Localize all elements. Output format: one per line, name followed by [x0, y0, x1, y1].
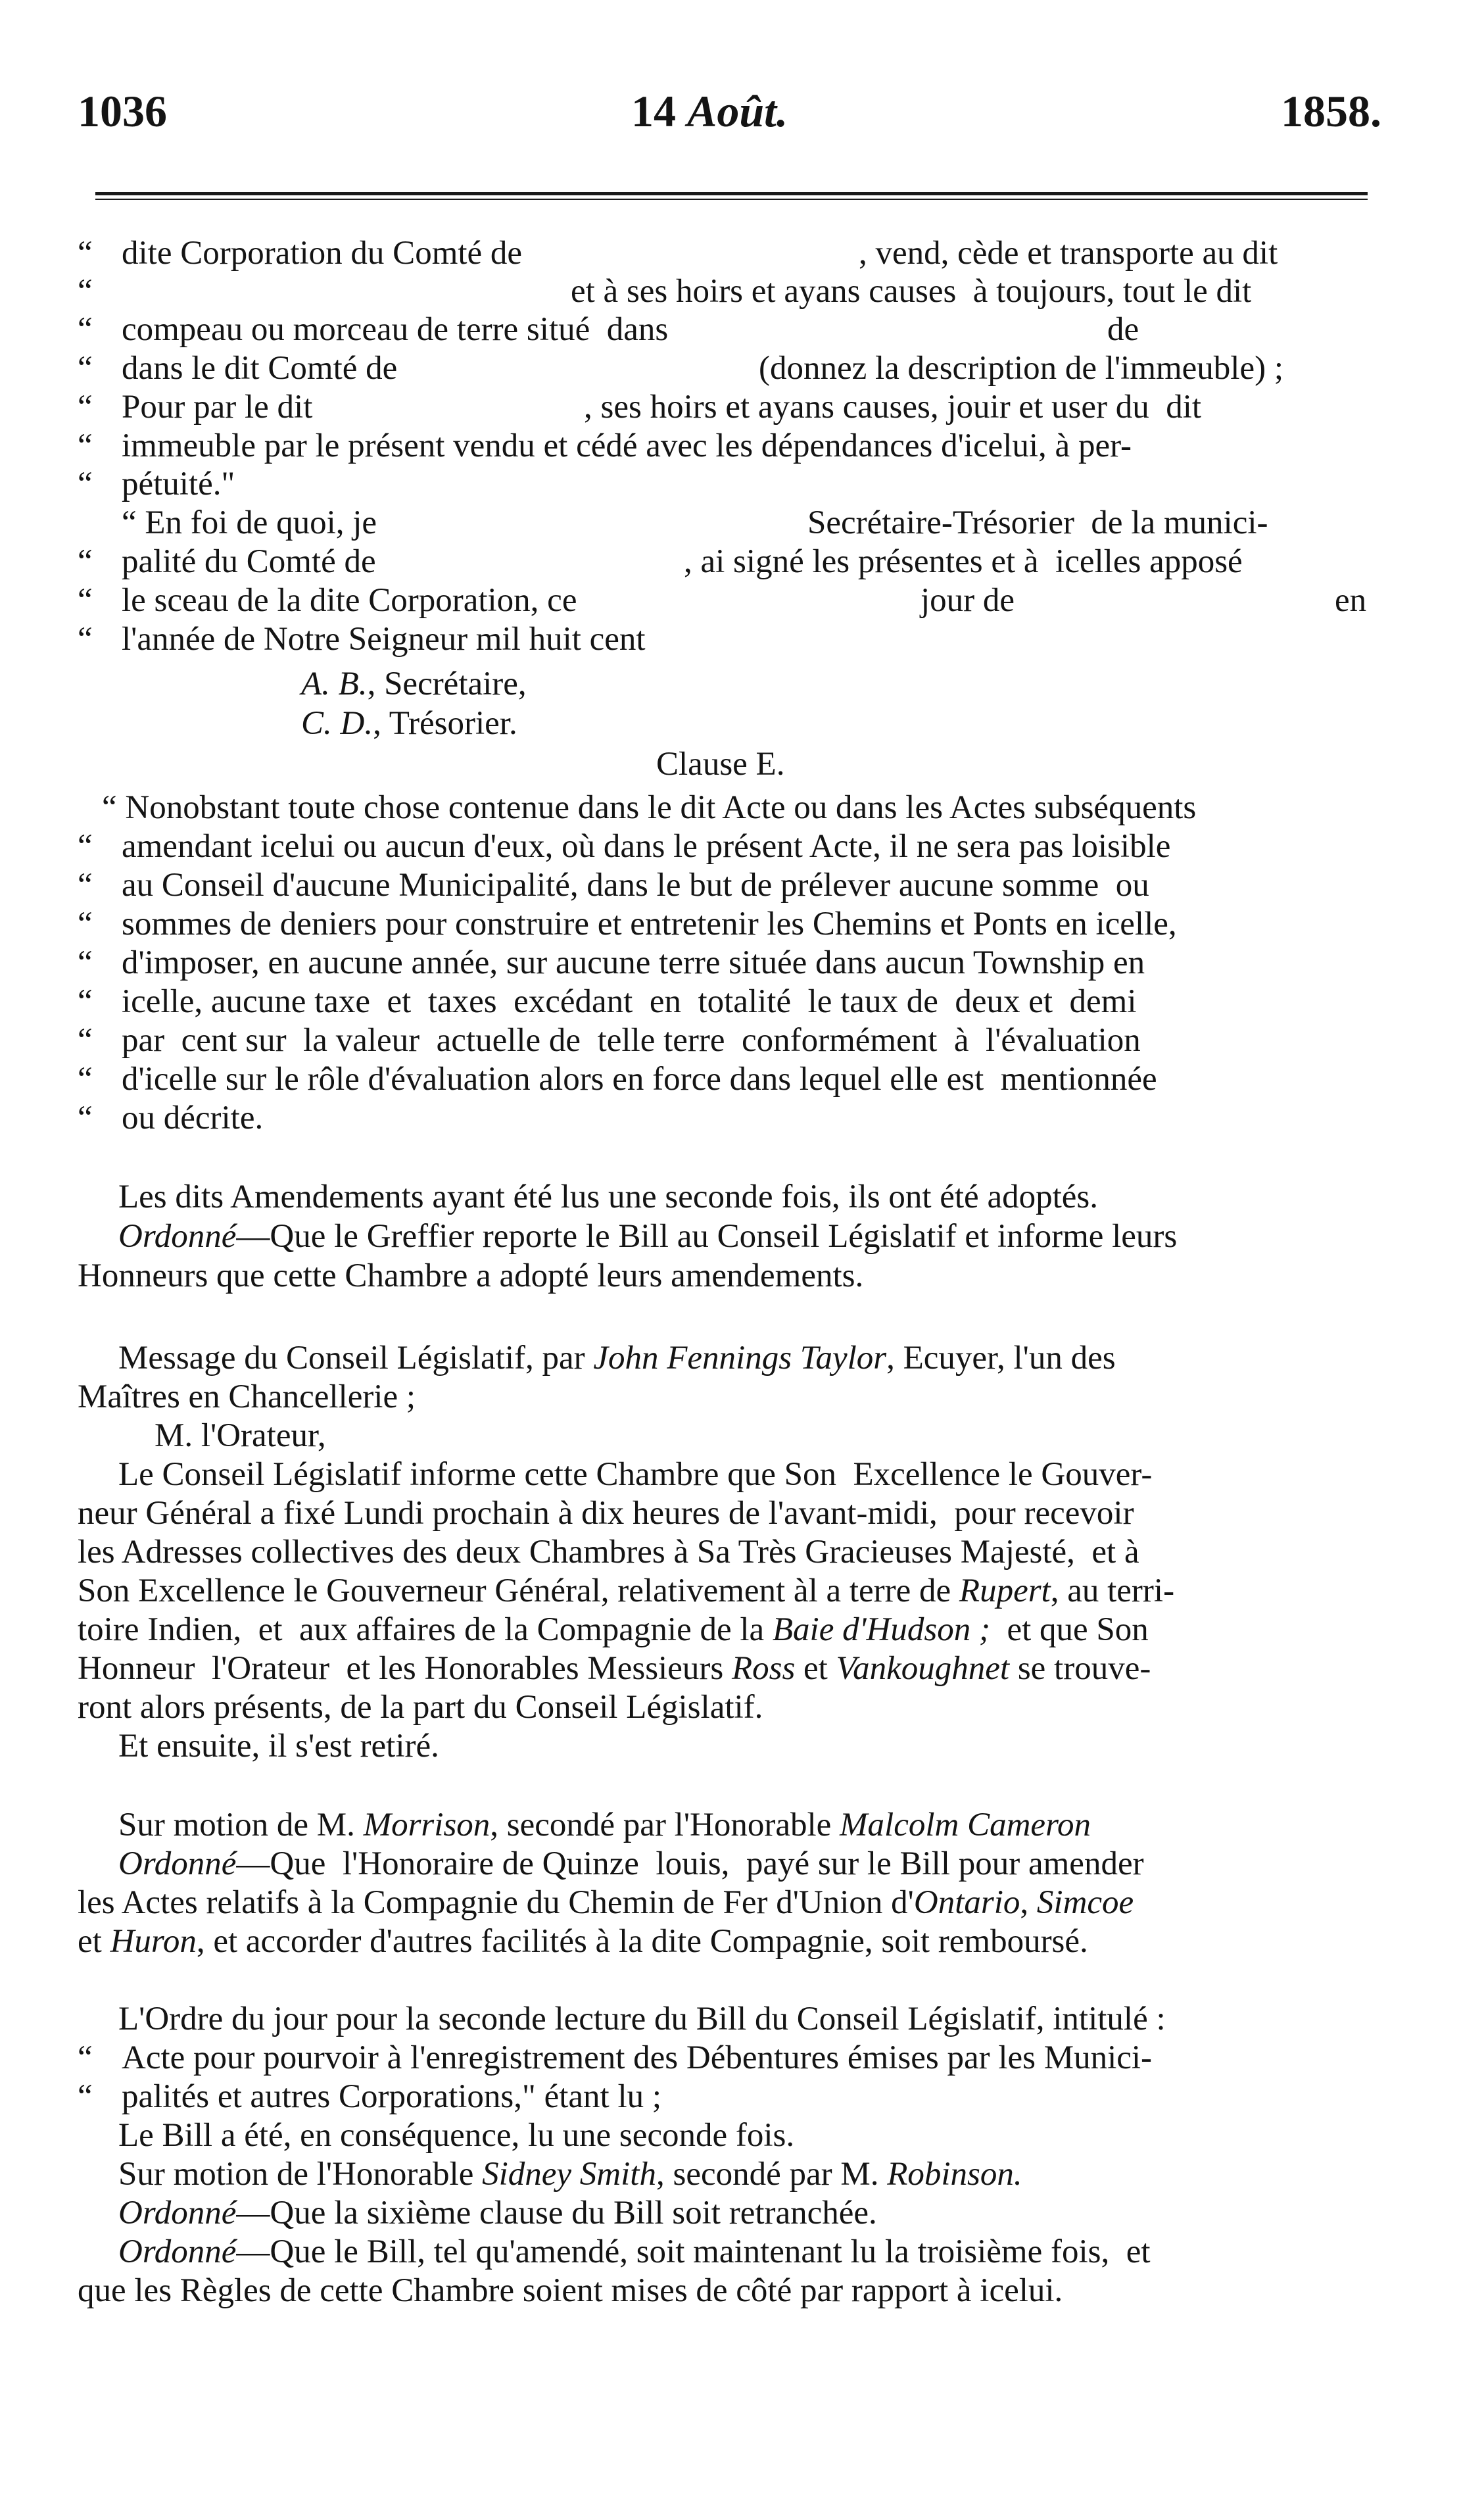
quote-mark: “ — [78, 582, 93, 619]
text-line: d'icelle sur le rôle d'évaluation alors en force dans lequel elle est mentionnée — [122, 1061, 1157, 1098]
text-line: le sceau de la dite Corporation, ce — [122, 582, 577, 619]
text-line: palité du Comté de — [122, 543, 376, 580]
text-line: Les dits Amendements ayant été lus une seconde fois, ils ont été adoptés. — [118, 1179, 1098, 1215]
quote-mark: “ — [78, 427, 93, 464]
text-line: les Adresses collectives des deux Chambres à Sa Très Gracieuses Majesté, et à — [78, 1534, 1139, 1570]
text-line — [78, 1610, 1149, 1649]
text-line: Honneurs que cette Chambre a adopté leurs amendements. — [78, 1257, 864, 1294]
text-line — [118, 1338, 1116, 1378]
signature-role: , Trésorier. — [373, 705, 517, 742]
text-line: L'Ordre du jour pour la seconde lecture du Bill du Conseil Législatif, intitulé : — [118, 2001, 1166, 2037]
text-run: Son Excellence le Gouverneur Général, relativement àl a terre de — [78, 1572, 959, 1609]
quote-mark: “ — [78, 311, 93, 348]
text-line: immeuble par le présent vendu et cédé avec les dépendances d'icelui, à per- — [122, 427, 1132, 464]
text-line: dans le dit Comté de — [122, 350, 398, 387]
quote-mark: “ — [78, 828, 93, 865]
person-name: Ross — [731, 1650, 796, 1687]
quote-mark: “ — [78, 1061, 93, 1098]
quote-mark: “ — [78, 944, 93, 981]
quote-mark: “ — [78, 2078, 93, 2115]
text-line: au Conseil d'aucune Municipalité, dans le but de prélever aucune somme ou — [122, 867, 1149, 904]
quote-mark: “ — [78, 235, 93, 272]
signature-role: , Secrétaire, — [367, 666, 527, 702]
text-line: amendant icelui ou aucun d'eux, où dans le présent Acte, il ne sera pas loisible — [122, 828, 1171, 865]
signature-treasurer — [301, 704, 517, 743]
text-run: Sur motion de M. — [118, 1807, 364, 1843]
text-run: se trouve- — [1009, 1650, 1151, 1687]
place-name: Baie d'Hudson ; — [772, 1611, 990, 1648]
quote-mark: “ — [78, 543, 93, 580]
text-run: —Que l'Honoraire de Quinze louis, payé sur le Bill pour amender — [236, 1845, 1144, 1882]
text-line: ront alors présents, de la part du Conseil Législatif. — [78, 1689, 763, 1726]
quote-mark: “ — [78, 1022, 93, 1059]
text-run: les Actes relatifs à la Compagnie du Chemin de Fer d'Union d' — [78, 1884, 914, 1921]
text-line: “ Nonobstant toute chose contenue dans le dit Acte ou dans les Actes subséquents — [102, 789, 1197, 826]
text-line: ou décrite. — [122, 1100, 264, 1136]
text-line — [118, 2193, 877, 2233]
header-month: Août. — [687, 86, 788, 136]
place-name: Simcoe — [1036, 1884, 1134, 1921]
quote-mark: “ — [78, 350, 93, 387]
text-line — [78, 1649, 1151, 1688]
quote-mark: “ — [78, 389, 93, 426]
text-line: dite Corporation du Comté de — [122, 235, 523, 272]
text-line — [118, 2154, 1022, 2194]
quote-mark: “ — [78, 983, 93, 1020]
quote-mark: “ — [78, 466, 93, 502]
text-line: que les Règles de cette Chambre soient mises de côté par rapport à icelui. — [78, 2272, 1063, 2309]
text-line — [78, 1922, 1088, 1961]
text-line: pétuité." — [122, 466, 235, 502]
quote-mark: “ — [78, 2039, 93, 2076]
text-run: , et accorder d'autres facilités à la dite Compagnie, soit remboursé. — [196, 1923, 1088, 1960]
text-line — [118, 1805, 1091, 1845]
text-line: et à ses hoirs et ayans causes à toujours, tout le dit — [571, 273, 1252, 310]
text-run: et — [795, 1650, 836, 1687]
text-line: en — [1335, 582, 1367, 619]
text-line: M. l'Orateur, — [155, 1417, 326, 1454]
text-line: l'année de Notre Seigneur mil huit cent — [122, 621, 646, 658]
text-line: d'imposer, en aucune année, sur aucune terre située dans aucun Township en — [122, 944, 1145, 981]
text-line: Le Conseil Législatif informe cette Chambre que Son Excellence le Gouver- — [118, 1456, 1153, 1493]
text-run: —Que le Bill, tel qu'amendé, soit maintenant lu la troisième fois, et — [236, 2233, 1151, 2270]
signature-secretary — [301, 664, 527, 704]
text-line: Le Bill a été, en conséquence, lu une seconde fois. — [118, 2117, 795, 2154]
text-run: , au terri- — [1050, 1572, 1175, 1609]
text-line: Secrétaire-Trésorier de la munici- — [807, 504, 1268, 541]
header-day: 14 — [631, 86, 676, 136]
place-name: Rupert — [959, 1572, 1051, 1609]
header-rule-thin — [95, 199, 1368, 200]
text-run: Honneur l'Orateur et les Honorables Messieurs — [78, 1650, 732, 1687]
quote-mark: “ — [78, 273, 93, 310]
ordonne-label: Ordonné — [118, 2195, 237, 2231]
signature-initials: A. B. — [301, 666, 368, 702]
text-line: Acte pour pourvoir à l'enregistrement des Débentures émises par les Munici- — [122, 2039, 1153, 2076]
quote-mark: “ — [78, 906, 93, 942]
quote-mark: “ — [78, 1100, 93, 1136]
quote-mark: “ — [78, 867, 93, 904]
text-line: (donnez la description de l'immeuble) ; — [759, 350, 1284, 387]
text-run: toire Indien, et aux affaires de la Compagnie de la — [78, 1611, 773, 1648]
text-run: —Que le Greffier reporte le Bill au Conseil Législatif et informe leurs — [236, 1218, 1178, 1255]
text-run: , secondé par M. — [656, 2156, 888, 2193]
text-line — [78, 1571, 1174, 1611]
text-line: Et ensuite, il s'est retiré. — [118, 1728, 439, 1765]
place-name: Ontario — [913, 1884, 1020, 1921]
text-line: par cent sur la valeur actuelle de telle terre conformément à l'évaluation — [122, 1022, 1141, 1059]
page-number: 1036 — [78, 86, 167, 136]
text-line: de — [1107, 311, 1139, 348]
person-name: Vankoughnet — [836, 1650, 1010, 1687]
clause-title: Clause E. — [656, 746, 785, 783]
text-line — [118, 1217, 1177, 1256]
text-line: , ses hoirs et ayans causes, jouir et user du dit — [584, 389, 1202, 426]
text-line: jour de — [921, 582, 1015, 619]
text-line: , ai signé les présentes et à icelles apposé — [684, 543, 1243, 580]
text-line — [118, 2232, 1151, 2272]
text-run: , secondé par l'Honorable — [490, 1807, 840, 1843]
person-name: Robinson. — [887, 2156, 1022, 2193]
text-line: Pour par le dit — [122, 389, 313, 426]
text-line: neur Général a fixé Lundi prochain à dix heures de l'avant-midi, pour recevoir — [78, 1495, 1134, 1532]
text-line — [118, 1844, 1144, 1884]
ordonne-label: Ordonné — [118, 1845, 237, 1882]
signature-initials: C. D. — [301, 705, 373, 742]
text-run: , Ecuyer, l'un des — [886, 1340, 1116, 1376]
text-line: palités et autres Corporations," étant lu ; — [122, 2078, 662, 2115]
quote-mark: “ — [78, 621, 93, 658]
person-name: Sidney Smith — [482, 2156, 656, 2193]
text-line — [78, 1883, 1134, 1922]
person-name: Morrison — [363, 1807, 491, 1843]
text-run: et que Son — [990, 1611, 1149, 1648]
text-line: , vend, cède et transporte au dit — [859, 235, 1278, 272]
text-run: et — [78, 1923, 110, 1960]
header-date — [631, 86, 788, 136]
person-name: Malcolm Cameron — [840, 1807, 1091, 1843]
header-year: 1858. — [1281, 86, 1381, 136]
text-line: compeau ou morceau de terre situé dans — [122, 311, 669, 348]
text-run: , — [1020, 1884, 1037, 1921]
header-rule-thick — [95, 192, 1368, 195]
text-line: “ En foi de quoi, je — [122, 504, 377, 541]
text-run: —Que la sixième clause du Bill soit retranchée. — [236, 2195, 877, 2231]
text-run: Sur motion de l'Honorable — [118, 2156, 483, 2193]
text-line: Maîtres en Chancellerie ; — [78, 1378, 416, 1415]
text-run: Message du Conseil Législatif, par — [118, 1340, 594, 1376]
place-name: Huron — [110, 1923, 197, 1960]
person-name: John Fennings Taylor — [593, 1340, 887, 1376]
text-line: icelle, aucune taxe et taxes excédant en totalité le taux de deux et demi — [122, 983, 1137, 1020]
text-line: sommes de deniers pour construire et entretenir les Chemins et Ponts en icelle, — [122, 906, 1177, 942]
ordonne-label: Ordonné — [118, 2233, 237, 2270]
ordonne-label: Ordonné — [118, 1218, 237, 1255]
